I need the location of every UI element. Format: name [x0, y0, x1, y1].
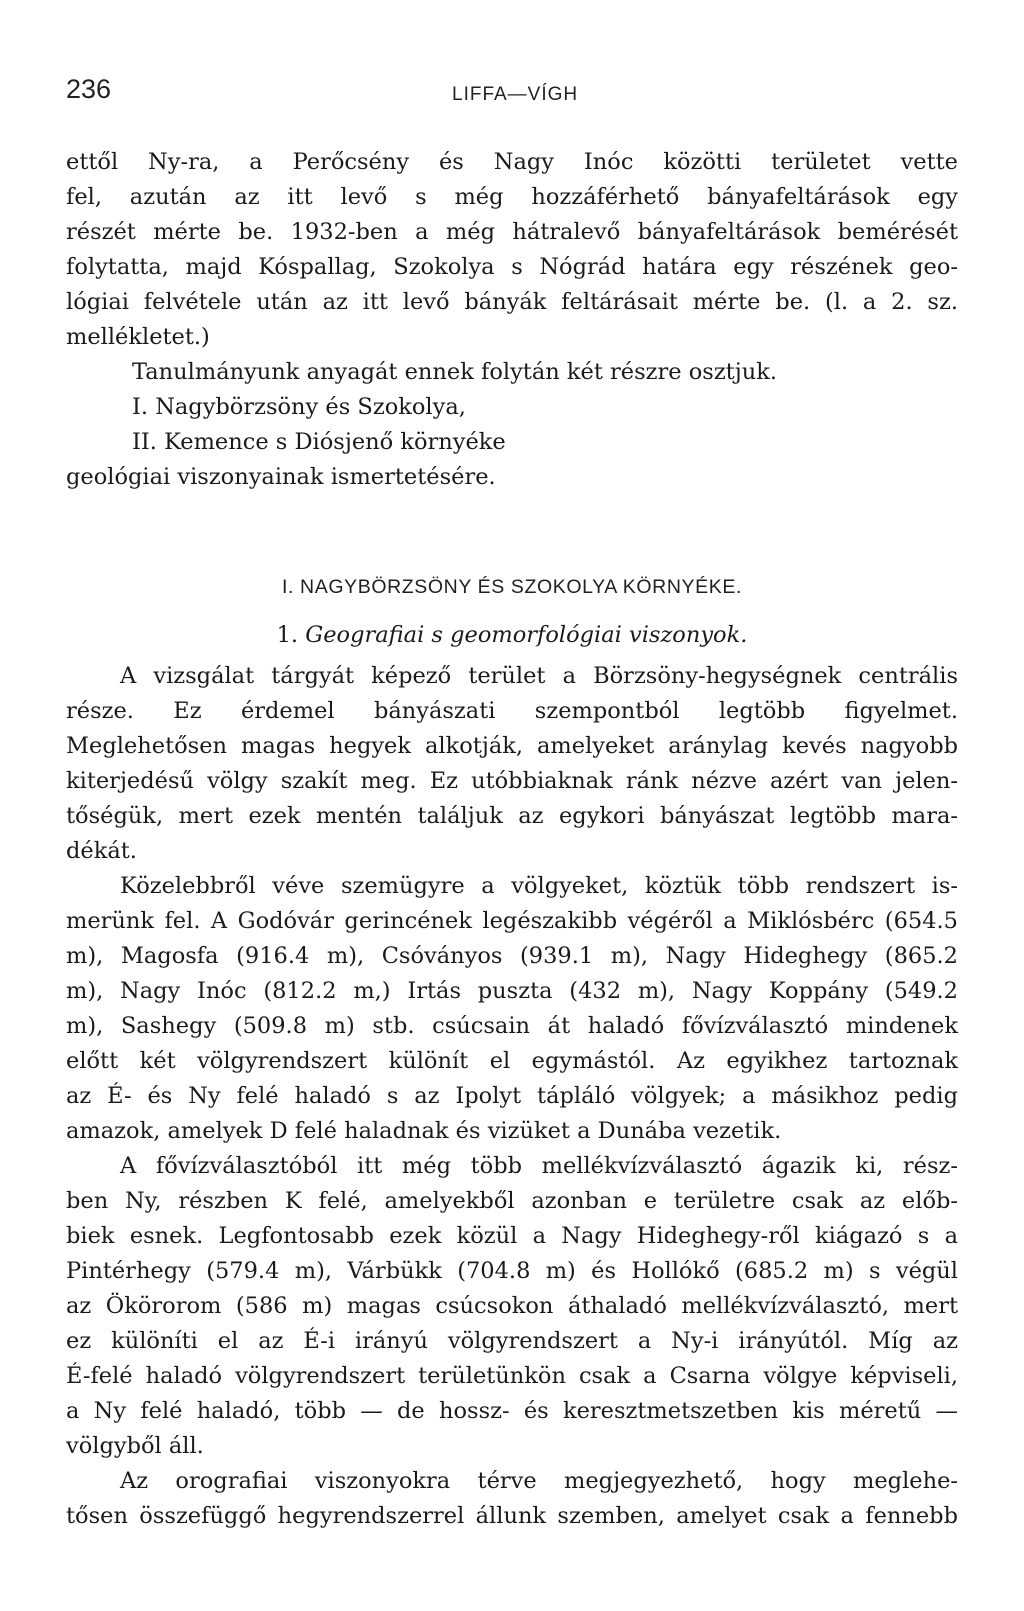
- page-number: 236: [66, 74, 112, 104]
- text-line: folytatta, majd Kóspallag, Szokolya s Nógrád határa egy részének geo-: [66, 254, 958, 280]
- text-line: A vizsgálat tárgyát képező terület a Börzsöny-hegységnek centrális: [120, 663, 958, 689]
- text-line: dékát.: [66, 838, 137, 864]
- running-head: LIFFA—VÍGH: [452, 84, 579, 105]
- text-line: ettől Ny-ra, a Perőcsény és Nagy Inóc közötti területet vette: [66, 149, 958, 175]
- text-line: amazok, amelyek D felé haladnak és vizüket a Dunába vezetik.: [66, 1118, 782, 1144]
- text-line: ez különíti el az É-i irányú völgyrendszert a Ny-i irányútól. Míg az: [66, 1328, 958, 1354]
- text-line: m), Sashegy (509.8 m) stb. csúcsain át haladó fővízválasztó mindenek: [66, 1013, 958, 1039]
- text-line: kiterjedésű völgy szakít meg. Ez utóbbiaknak ránk nézve azért van jelen-: [66, 768, 958, 794]
- subsection-title: [0, 622, 1024, 648]
- text-line: része. Ez érdemel bányászati szempontból legtöbb figyelmet.: [66, 698, 958, 724]
- section-heading: I. NAGYBÖRZSÖNY ÉS SZOKOLYA KÖRNYÉKE.: [282, 576, 742, 598]
- text-line: merünk fel. A Godóvár gerincének legészakibb végéről a Miklósbérc (654.5: [66, 908, 958, 934]
- text-line: biek esnek. Legfontosabb ezek közül a Nagy Hideghegy-ről kiágazó s a: [66, 1223, 958, 1249]
- text-line: m), Nagy Inóc (812.2 m,) Irtás puszta (432 m), Nagy Koppány (549.2: [66, 978, 958, 1004]
- text-line: lógiai felvétele után az itt levő bányák feltárásait mérte be. (l. a 2. sz.: [66, 289, 958, 315]
- text-line: I. Nagybörzsöny és Szokolya,: [132, 394, 466, 420]
- text-line: tősen összefüggő hegyrendszerrel állunk szemben, amelyet csak a fennebb: [66, 1503, 958, 1529]
- text-line: részét mérte be. 1932-ben a még hátralevő bányafeltárások bemérését: [66, 219, 958, 245]
- text-line: Közelebbről véve szemügyre a völgyeket, köztük több rendszert is-: [120, 873, 958, 899]
- text-line: É-felé haladó völgyrendszert területünkön csak a Csarna völgye képviseli,: [66, 1363, 958, 1389]
- text-line: geológiai viszonyainak ismertetésére.: [66, 464, 496, 490]
- text-line: Pintérhegy (579.4 m), Várbükk (704.8 m) és Hollókő (685.2 m) s végül: [66, 1258, 958, 1284]
- text-line: m), Magosfa (916.4 m), Csóványos (939.1 m), Nagy Hideghegy (865.2: [66, 943, 958, 969]
- text-line: völgyből áll.: [66, 1433, 204, 1459]
- text-line: az Ökörorom (586 m) magas csúcsokon áthaladó mellékvízválasztó, mert: [66, 1293, 958, 1319]
- text-line: fel, azután az itt levő s még hozzáférhető bányafeltárások egy: [66, 184, 958, 210]
- text-line: tőségük, mert ezek mentén találjuk az egykori bányászat legtöbb mara-: [66, 803, 958, 829]
- text-line: Meglehetősen magas hegyek alkotják, amelyeket aránylag kevés nagyobb: [66, 733, 958, 759]
- text-line: Az orografiai viszonyokra térve megjegyezhető, hogy meglehe-: [120, 1468, 958, 1494]
- text-line: mellékletet.): [66, 324, 210, 350]
- text-line: Tanulmányunk anyagát ennek folytán két részre osztjuk.: [132, 359, 777, 385]
- text-line: a Ny felé haladó, több — de hossz- és keresztmetszetben kis méretű —: [66, 1398, 958, 1424]
- text-line: II. Kemence s Diósjenő környéke: [132, 429, 506, 455]
- subsection-number: 1.: [276, 622, 299, 648]
- text-line: előtt két völgyrendszert különít el egymástól. Az egyikhez tartoznak: [66, 1048, 958, 1074]
- text-line: ben Ny, részben K felé, amelyekből azonban e területre csak az előb-: [66, 1188, 958, 1214]
- subsection-title-text: Geografiai s geomorfológiai viszonyok.: [305, 622, 748, 648]
- text-line: A fővízválasztóból itt még több mellékvízválasztó ágazik ki, rész-: [120, 1153, 958, 1179]
- text-line: az É- és Ny felé haladó s az Ipolyt tápláló völgyek; a másikhoz pedig: [66, 1083, 958, 1109]
